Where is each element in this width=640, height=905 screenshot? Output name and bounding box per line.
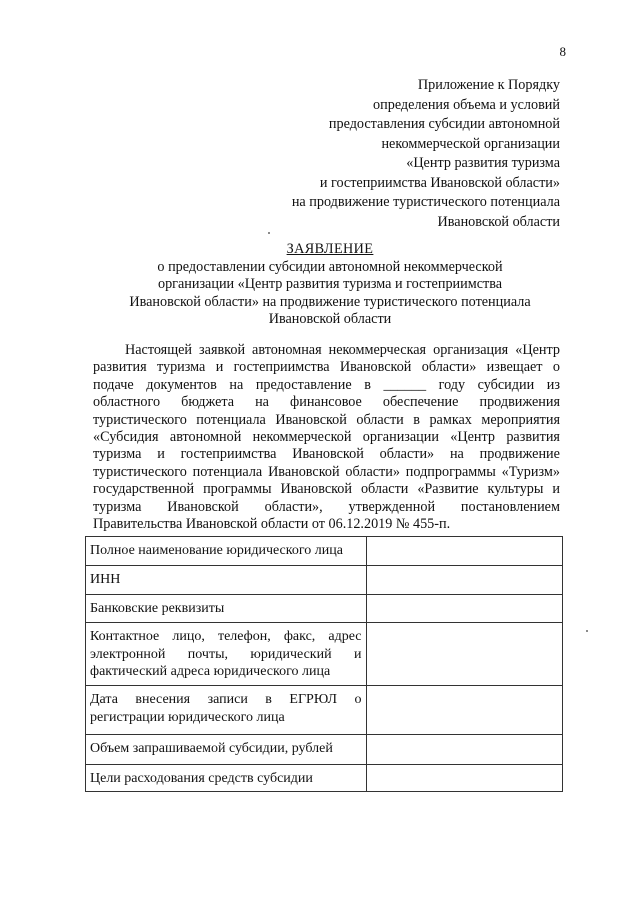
body-word: потенциала: [192, 463, 263, 480]
body-word: финансовое: [290, 394, 362, 411]
body-word: Настоящей: [125, 342, 193, 358]
body-word: «Субсидия: [93, 429, 159, 446]
subtitle-line: организации «Центр развития туризма и гостеприимства: [157, 276, 503, 292]
body-word: гостеприимства: [180, 446, 277, 463]
body-word: развития: [506, 429, 560, 446]
body-word: бюджета: [181, 394, 235, 411]
applicant-info-table: [85, 536, 563, 792]
document-title-block: [100, 241, 560, 329]
body-line: [93, 464, 560, 481]
body-word: «Развитие: [417, 481, 479, 498]
body-line: [93, 394, 560, 411]
field-label-word: Контактное: [90, 629, 160, 644]
body-word: на: [255, 394, 269, 411]
body-word: программы: [203, 481, 272, 498]
field-value-cell[interactable]: [366, 735, 562, 765]
field-label-line: [90, 663, 362, 681]
body-word: на: [229, 376, 244, 393]
page-number: 8: [559, 44, 566, 59]
appendix-reference: [250, 76, 560, 232]
field-label-word: юридический: [250, 646, 332, 662]
body-word: продвижение: [479, 446, 560, 463]
field-label-word: факс,: [283, 629, 316, 644]
field-label-word: записи: [207, 692, 248, 707]
subtitle-line: Ивановской области: [268, 311, 392, 327]
field-value-cell[interactable]: [366, 537, 562, 566]
appendix-line: на продвижение туристического потенциала: [291, 194, 560, 210]
body-word: «Центр: [450, 429, 495, 446]
body-line: [93, 446, 560, 463]
field-label-line: [90, 646, 362, 664]
body-word: Ивановской: [268, 463, 340, 480]
body-word: и: [157, 446, 165, 463]
table-row: [86, 686, 563, 735]
body-word: предоставление: [255, 376, 352, 393]
table-row: [86, 623, 563, 686]
table-row: [86, 735, 563, 765]
body-line: [93, 499, 560, 516]
body-word: автономной: [169, 429, 242, 446]
body-word: области»,: [264, 498, 323, 515]
field-label-line: [90, 740, 362, 758]
field-label-cell: [86, 765, 367, 792]
body-word: рамках: [429, 411, 472, 428]
scan-speck: [586, 630, 588, 632]
field-label-cell: [86, 537, 367, 566]
body-word: утвержденной: [348, 498, 436, 515]
appendix-line: некоммерческой организации: [381, 135, 560, 152]
field-label-word: регистрации юридического лица: [90, 709, 285, 725]
body-word: гостеприимства: [233, 359, 330, 376]
body-word: туристического: [93, 411, 187, 428]
field-label-cell: [86, 686, 367, 735]
body-word: организация: [433, 342, 509, 358]
field-label-line: [90, 542, 362, 560]
field-label-line: [90, 691, 362, 709]
body-word: области: [356, 411, 404, 428]
body-word: развития: [93, 359, 147, 376]
field-label-line: [90, 600, 362, 618]
field-label-word: ЕГРЮЛ: [289, 692, 338, 707]
appendix-line: Ивановской области: [437, 213, 560, 230]
field-label-word: Полное наименование юридического лица: [90, 543, 343, 558]
field-value-cell[interactable]: [366, 623, 562, 686]
body-line: [93, 377, 560, 394]
field-label-cell: [86, 595, 367, 623]
body-word: области»: [345, 463, 400, 480]
document-title: ЗАЯВЛЕНИЕ: [286, 241, 374, 257]
body-word: области»: [379, 446, 435, 463]
body-word: некоммерческой: [252, 429, 352, 446]
application-body-text: [93, 342, 560, 533]
table-row: [86, 566, 563, 595]
field-value-cell[interactable]: [366, 566, 562, 595]
body-line: [93, 342, 560, 359]
body-line: [93, 412, 560, 429]
body-line: [93, 481, 560, 498]
field-label-word: лицо,: [172, 629, 205, 644]
field-label-line: [90, 770, 362, 788]
body-word: Ивановской: [167, 498, 239, 515]
body-word: на: [449, 446, 464, 463]
body-word: и: [215, 359, 224, 376]
appendix-line: Приложение к Порядку: [417, 77, 560, 93]
field-label-word: телефон,: [217, 629, 271, 644]
body-word: в: [364, 376, 371, 393]
table-row: [86, 765, 563, 792]
body-word: Ивановской: [275, 411, 347, 428]
body-word: организации: [362, 429, 439, 446]
appendix-line: «Центр развития туризма: [406, 155, 560, 171]
body-word: туризма: [93, 446, 142, 463]
subtitle-line: Ивановской области» на продвижение туристического потенциала: [129, 293, 531, 310]
field-value-cell[interactable]: [366, 686, 562, 735]
body-word: Правительства Ивановской области от 06.12.2019 № 455-п.: [93, 516, 451, 533]
field-label-word: о: [354, 692, 362, 707]
body-word: туристического: [93, 463, 187, 480]
field-label-word: и: [354, 646, 362, 662]
body-word: обеспечение: [382, 394, 459, 411]
body-word: «Центр: [515, 342, 560, 358]
body-line: [93, 359, 560, 376]
table-row: [86, 537, 563, 566]
field-label-word: почты,: [187, 646, 228, 662]
appendix-line: предоставления субсидии автономной: [328, 116, 560, 132]
field-value-cell[interactable]: [366, 765, 562, 792]
field-label-cell: [86, 735, 367, 765]
body-word: подаче: [93, 376, 134, 393]
body-word: заявкой: [199, 342, 246, 358]
body-word: области»: [421, 359, 477, 376]
subtitle-line: о предоставлении субсидии автономной некоммерческой: [157, 258, 503, 275]
body-word: Ивановской: [339, 359, 412, 376]
field-label-line: [90, 628, 362, 646]
field-value-cell[interactable]: [366, 595, 562, 623]
field-label-word: Дата: [90, 692, 118, 707]
body-word: государственной: [93, 481, 195, 498]
body-word: Ивановской: [292, 446, 364, 463]
body-line: [93, 516, 560, 533]
body-word: «Туризм»: [501, 463, 560, 480]
body-word: мероприятия: [481, 411, 560, 428]
body-word: извещает: [486, 359, 543, 376]
body-line: [93, 429, 560, 446]
body-word: продвижения: [479, 394, 560, 411]
field-label-word: внесения: [135, 692, 191, 707]
field-label-word: электронной: [90, 646, 166, 662]
field-label-cell: [86, 566, 367, 595]
body-word: некоммерческая: [328, 342, 427, 358]
body-word: Ивановской: [280, 481, 352, 498]
body-word: ______: [383, 376, 427, 393]
field-label-word: Цели расходования средств субсидии: [90, 771, 313, 786]
field-label-word: адрес: [328, 629, 362, 644]
table-row: [86, 595, 563, 623]
body-word: субсидии: [477, 376, 535, 393]
body-word: автономная: [252, 342, 322, 358]
appendix-line: и гостеприимства Ивановской области»: [319, 174, 560, 191]
body-word: и: [552, 481, 560, 498]
field-label-word: Банковские реквизиты: [90, 601, 225, 616]
body-word: туризма: [93, 498, 142, 515]
body-word: в: [413, 411, 420, 428]
body-word: из: [546, 376, 560, 393]
body-word: подпрограммы: [405, 463, 496, 480]
scan-speck: [268, 232, 270, 234]
body-word: о: [552, 359, 560, 376]
body-word: области: [360, 481, 409, 498]
body-word: туризма: [156, 359, 206, 376]
body-word: культуры: [487, 481, 544, 498]
field-label-line: [90, 571, 362, 589]
body-word: постановлением: [460, 498, 560, 515]
appendix-line: определения объема и условий: [373, 96, 560, 113]
body-word: документов: [146, 376, 217, 393]
body-word: областного: [93, 394, 161, 411]
field-label-line: [90, 709, 362, 727]
field-label-word: в: [265, 692, 272, 707]
field-label-word: ИНН: [90, 572, 121, 587]
body-word: году: [438, 376, 466, 393]
field-label-word: Объем запрашиваемой субсидии, рублей: [90, 741, 333, 756]
field-label-cell: [86, 623, 367, 686]
field-label-word: фактический адреса юридического лица: [90, 664, 331, 679]
body-word: потенциала: [196, 411, 266, 428]
